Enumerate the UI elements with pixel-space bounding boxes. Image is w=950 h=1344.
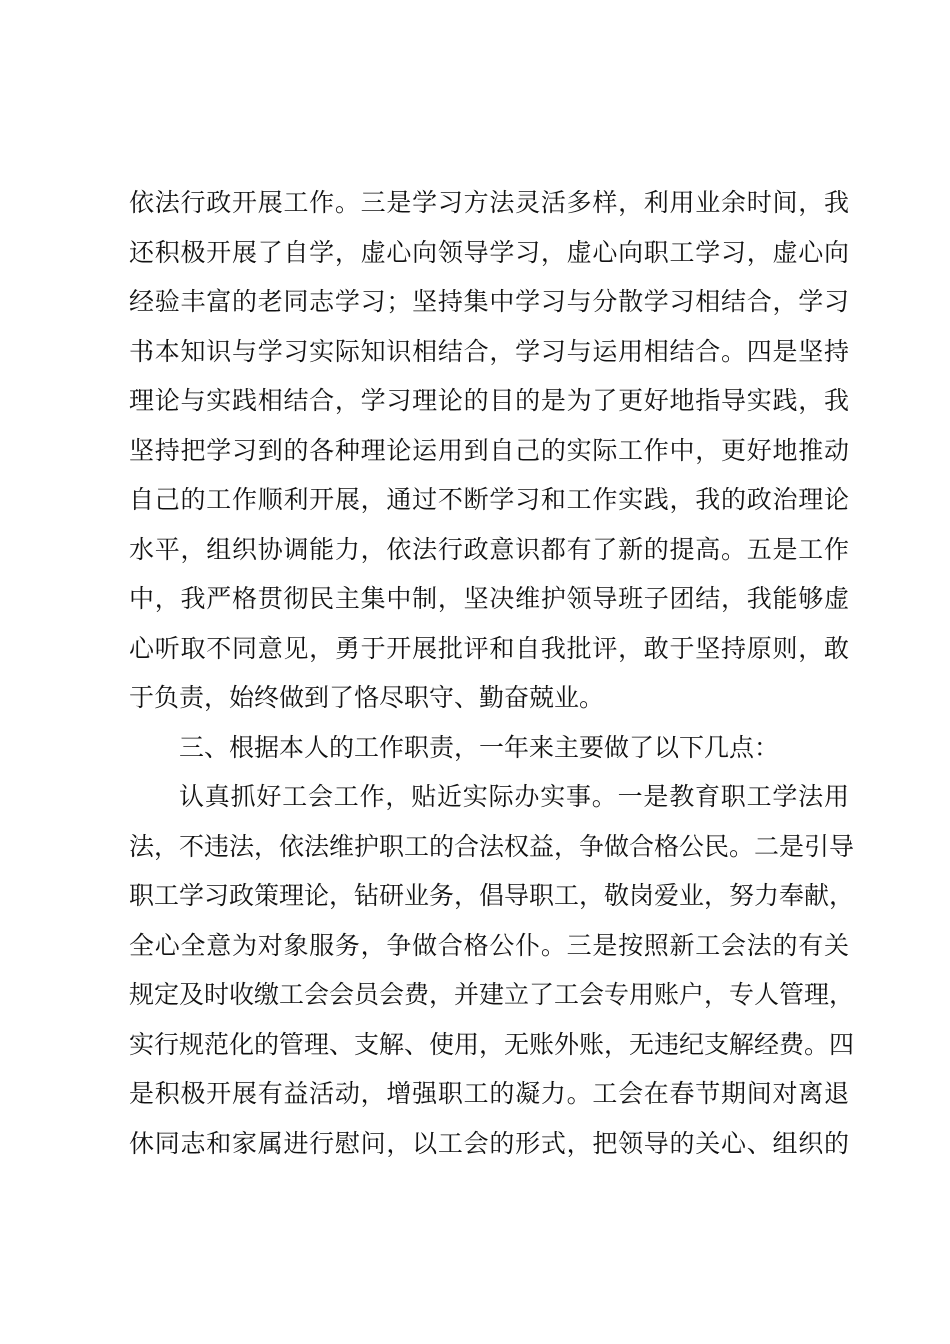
text-line: 法，不违法，依法维护职工的合法权益，争做合格公民。二是引导 [129,831,855,861]
text-line: 还积极开展了自学，虚心向领导学习，虚心向职工学习，虚心向 [129,237,849,267]
text-line: 水平，组织协调能力，依法行政意识都有了新的提高。五是工作 [129,534,849,564]
text-line: 认真抓好工会工作，贴近实际办实事。一是教育职工学法用 [179,782,849,811]
section-heading: 三、根据本人的工作职责，一年来主要做了以下几点： [179,732,780,762]
text-line: 中，我严格贯彻民主集中制，坚决维护领导班子团结，我能够虚 [129,584,849,613]
text-line: 实行规范化的管理、支解、使用，无账外账，无违纪支解经费。四 [129,1029,855,1059]
text-line: 经验丰富的老同志学习；坚持集中学习与分散学习相结合，学习 [129,287,849,316]
text-line: 是积极开展有益活动，增强职工的凝力。工会在春节期间对离退 [129,1079,849,1108]
text-line: 自己的工作顺利开展，通过不断学习和工作实践，我的政治理论 [129,485,849,514]
body-text [129,178,855,1168]
text-line: 依法行政开展工作。三是学习方法灵活多样，利用业余时间，我 [129,188,849,217]
text-line: 理论与实践相结合，学习理论的目的是为了更好地指导实践，我 [129,386,849,415]
text-line: 于负责，始终做到了恪尽职守、勤奋兢业。 [129,683,605,712]
text-line: 职工学习政策理论，钻研业务，倡导职工，敬岗爱业，努力奉献， [129,881,855,910]
text-line: 心听取不同意见，勇于开展批评和自我批评，敢于坚持原则，敢 [129,633,849,663]
text-line: 书本知识与学习实际知识相结合，学习与运用相结合。四是坚持 [129,336,849,366]
text-line: 规定及时收缴工会会员会费，并建立了工会专用账户，专人管理， [129,980,855,1009]
text-line: 全心全意为对象服务，争做合格公仆。三是按照新工会法的有关 [129,930,849,960]
text-line: 休同志和家属进行慰问，以工会的形式，把领导的关心、组织的 [129,1128,849,1158]
text-line: 坚持把学习到的各种理论运用到自己的实际工作中，更好地推动 [129,435,849,465]
